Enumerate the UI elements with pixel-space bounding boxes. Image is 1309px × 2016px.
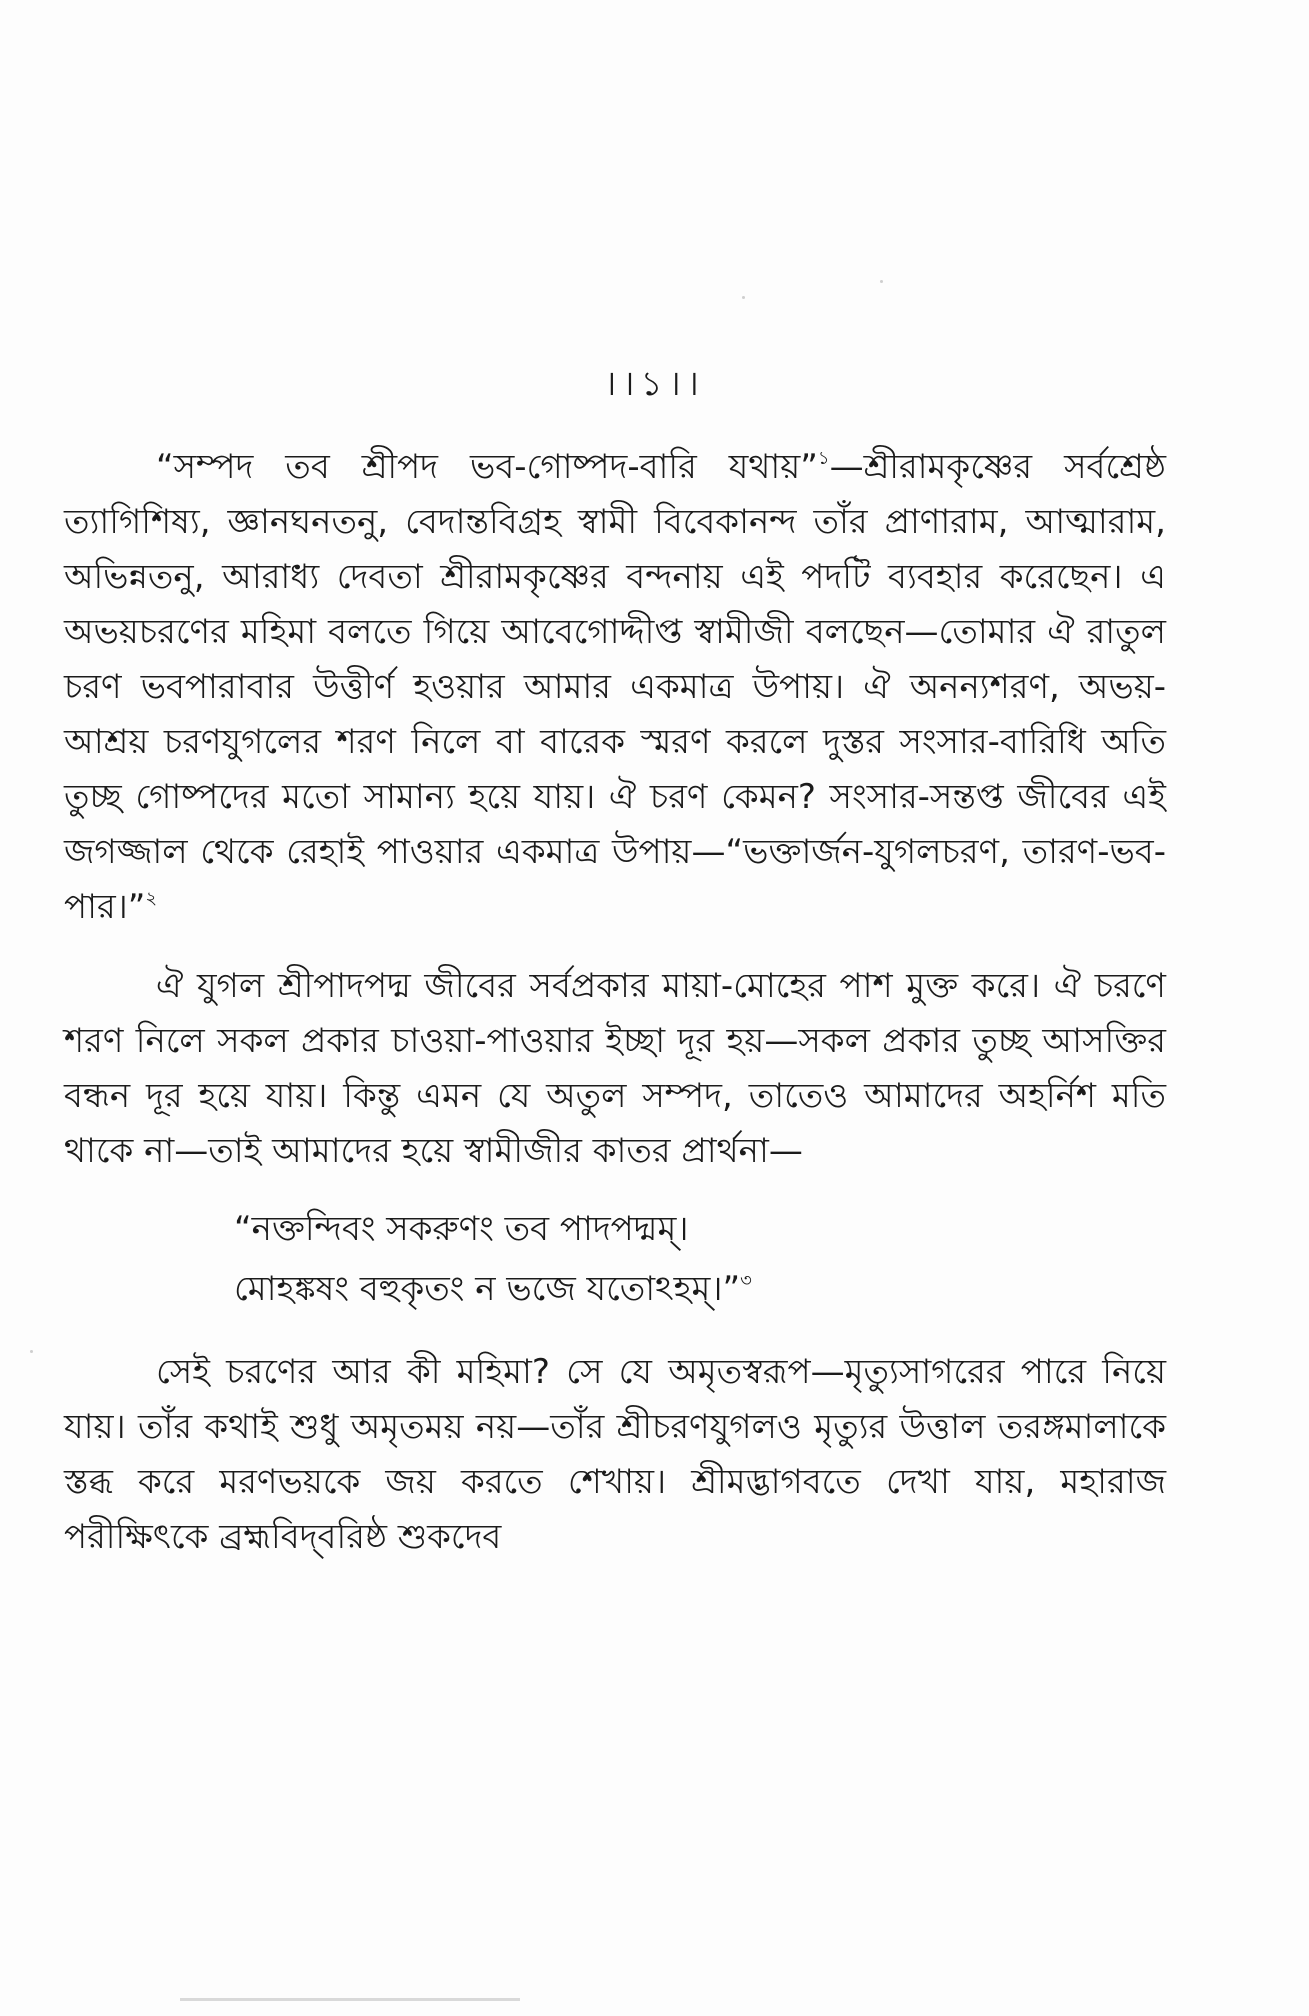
- verse-line-1: “নক্তন্দিবং সকরুণং তব পাদপদ্মম্।: [234, 1209, 689, 1249]
- verse-line-2-text: মোহঙ্কষং বহুকৃতং ন ভজে যতোঽহম্।”: [234, 1269, 741, 1309]
- scan-speck: [742, 296, 745, 299]
- body-text: [64, 440, 1166, 1565]
- scan-speck: [880, 280, 883, 283]
- scan-speck: [30, 1350, 33, 1353]
- paragraph-3: সেই চরণের আর কী মহিমা? সে যে অমৃতস্বরূপ—মৃত্যুসাগরের পারে নিয়ে যায়। তাঁর কথাই শুধু অমৃতময় নয়—তাঁর শ্রীচরণযুগলও মৃত্যুর উত্তাল তরঙ্গমালাকে স্তব্ধ করে মরণভয়কে জয় করতে শেখায়। শ্রীমদ্ভাগবতে দেখা যায়, মহারাজ পরীক্ষিৎকে ব্রহ্মবিদ্‌বরিষ্ঠ শুকদেব: [64, 1352, 1166, 1557]
- paragraph-1-text: —শ্রীরামকৃষ্ণের সর্বশ্রেষ্ঠ ত্যাগিশিষ্য, জ্ঞানঘনতনু, বেদান্তবিগ্রহ স্বামী বিবেকানন্দ তাঁর প্রাণারাম, আত্মারাম, অভিন্নতনু, আরাধ্য দেবতা শ্রীরামকৃষ্ণের বন্দনায় এই পদটি ব্যবহার করেছেন। এ অভয়চরণের মহিমা বলতে গিয়ে আবেগোদ্দীপ্ত স্বামীজী বলছেন—তোমার ঐ রাতুল চরণ ভবপারাবার উত্তীর্ণ হওয়ার আমার একমাত্র উপায়। ঐ অনন্যশরণ, অভয়-আশ্রয় চরণযুগলের শরণ নিলে বা বারেক স্মরণ করলে দুস্তর সংসার-বারিধি অতি তুচ্ছ গোষ্পদের মতো সামান্য হয়ে যায়। ঐ চরণ কেমন? সংসার-সন্তপ্ত জীবের এই জগজ্জাল থেকে রেহাই পাওয়ার একমাত্র উপায়—“ভক্তার্জন-যুগলচরণ, তারণ-ভব-পার।”: [64, 447, 1166, 927]
- footnote-ref-2: ২: [145, 888, 158, 909]
- verse-quote: [234, 1199, 1166, 1319]
- section-number: ।।১।।: [604, 364, 705, 404]
- footnote-ref-1: ১: [817, 448, 830, 469]
- paragraph-1: [64, 440, 1166, 935]
- verse-line-2: [234, 1259, 1166, 1319]
- footnote-ref-3: ৩: [740, 1270, 752, 1291]
- page-bottom-edge: [180, 1998, 520, 2001]
- paragraph-2: ঐ যুগল শ্রীপাদপদ্ম জীবের সর্বপ্রকার মায়া-মোহের পাশ মুক্ত করে। ঐ চরণে শরণ নিলে সকল প্রকার চাওয়া-পাওয়ার ইচ্ছা দূর হয়—সকল প্রকার তুচ্ছ আসক্তির বন্ধন দূর হয়ে যায়। কিন্তু এমন যে অতুল সম্পদ, তাতেও আমাদের অহর্নিশ মতি থাকে না—তাই আমাদের হয়ে স্বামীজীর কাতর প্রার্থনা—: [64, 966, 1166, 1171]
- paragraph-1-quote: “সম্পদ তব শ্রীপদ ভব-গোষ্পদ-বারি যথায়”: [156, 447, 818, 487]
